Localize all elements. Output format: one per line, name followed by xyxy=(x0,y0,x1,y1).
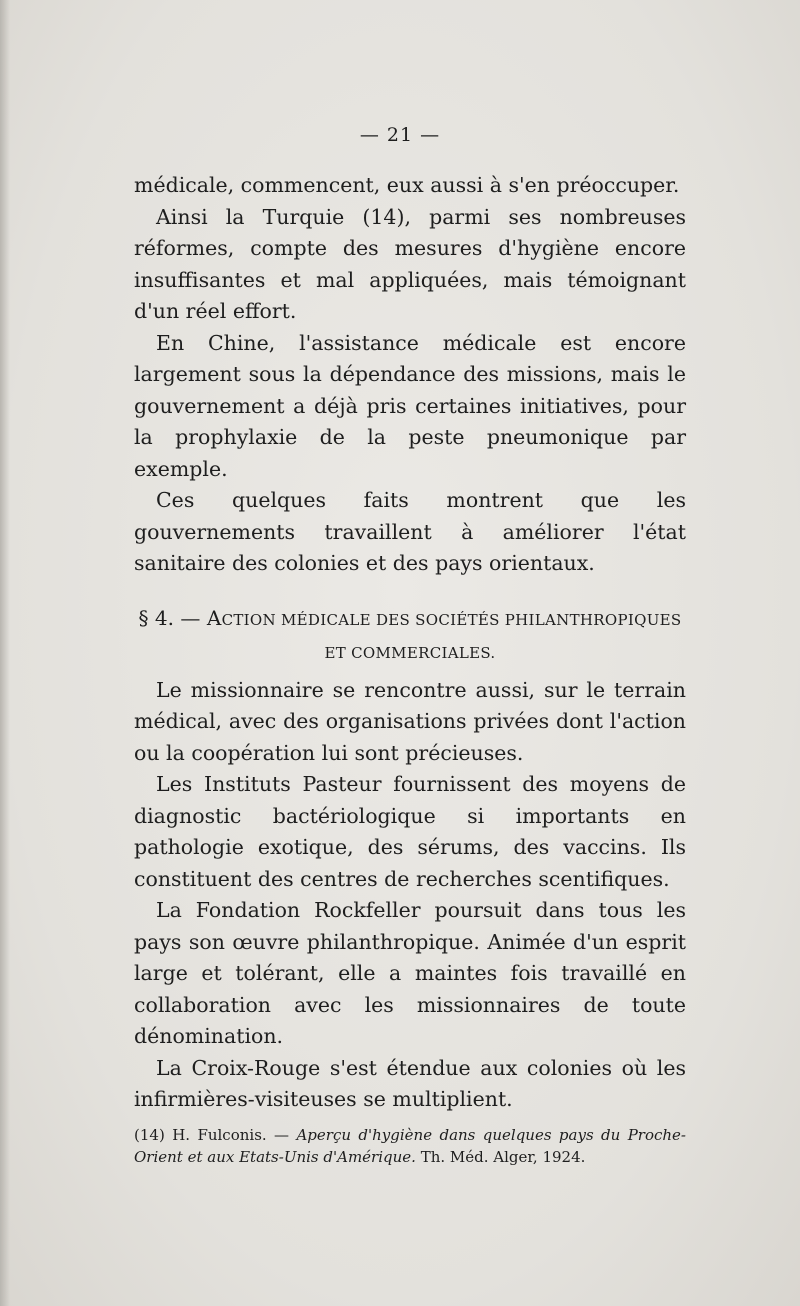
paragraph: Le missionnaire se rencontre aussi, sur le terrain médical, avec des organisations privées dont l'action ou la coopération lui sont précieuses. xyxy=(134,677,686,765)
footnote-source: Th. Méd. Alger, 1924. xyxy=(420,1148,586,1166)
footnote-marker: (14) xyxy=(134,1126,165,1144)
paragraph: La Fondation Rockfeller poursuit dans tous les pays son œuvre philanthropique. Animée d'un esprit large et tolérant, elle a maintes fois travaillé en collaboration avec les missionnaires de toute dénomination. xyxy=(134,898,686,1048)
footnote xyxy=(134,1124,686,1168)
section-title-line1: ACTION MÉDICALE DES SOCIÉTÉS PHILANTHROPIQUES xyxy=(206,605,682,630)
body-text xyxy=(134,170,686,1116)
page-edge-shadow xyxy=(0,0,10,1306)
section-number: § 4. — xyxy=(138,605,201,630)
paragraph: Les Instituts Pasteur fournissent des moyens de diagnostic bactériologique si importants en pathologie exotique, des sérums, des vaccins. Ils constituent des centres de recherches scentifiques. xyxy=(134,772,686,891)
paragraph: La Croix-Rouge s'est étendue aux colonies où les infirmières-visiteuses se multiplient. xyxy=(134,1055,686,1111)
footnote-author: H. Fulconis. — xyxy=(172,1126,290,1144)
paragraph: En Chine, l'assistance médicale est encore largement sous la dépendance des missions, mais le gouvernement a déjà pris certaines initiatives, pour la prophylaxie de la peste pneumonique par exemple. xyxy=(134,330,686,481)
page-number: — 21 — xyxy=(359,124,441,146)
section-heading xyxy=(134,603,686,669)
paragraph: Ainsi la Turquie (14), parmi ses nombreuses réformes, compte des mesures d'hygiène encore insuffisantes et mal appliquées, mais témoignant d'un réel effort. xyxy=(134,204,686,323)
section-title-line2: ET COMMERCIALES. xyxy=(324,643,496,662)
footnote-title: Aperçu d'hygiène dans quelques pays du Proche-Orient et aux Etats-Unis d'Amérique. xyxy=(134,1126,686,1166)
paragraph: médicale, commencent, eux aussi à s'en préoccuper. xyxy=(134,173,680,197)
paragraph: Ces quelques faits montrent que les gouvernements travaillent à améliorer l'état sanitaire des colonies et des pays orientaux. xyxy=(134,488,686,575)
